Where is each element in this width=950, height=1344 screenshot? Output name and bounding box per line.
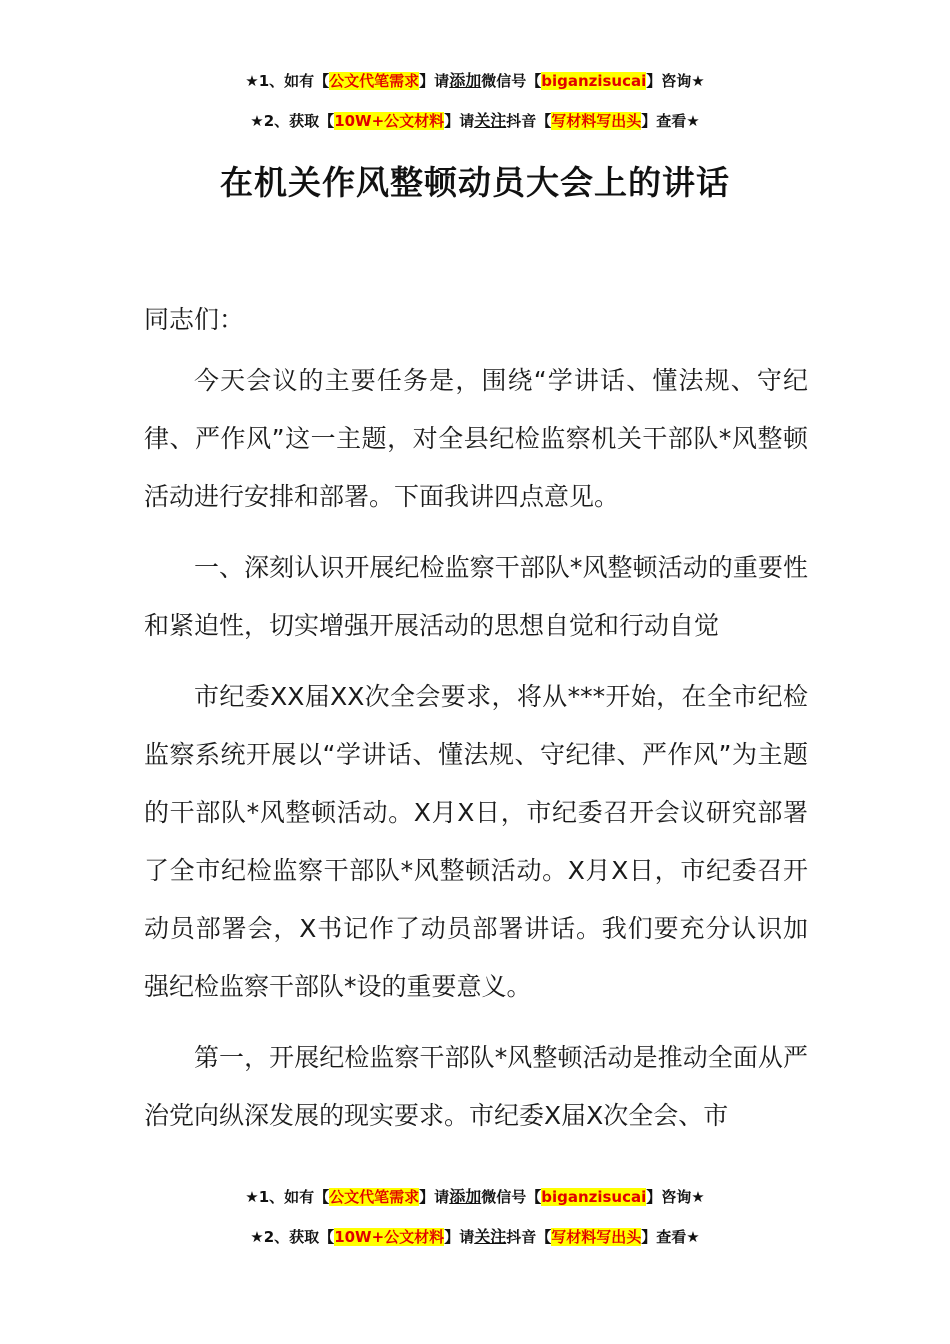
promo-text: 抖音【 xyxy=(506,112,552,130)
promo-prefix: ★1、如有【 xyxy=(245,1188,330,1206)
header-promo-line-2 xyxy=(0,110,950,132)
promo-emphasis: 关注 xyxy=(474,111,507,130)
promo-text: 】请 xyxy=(419,1188,450,1206)
promo-text: 微信号【 xyxy=(481,1188,542,1206)
promo-emphasis: 关注 xyxy=(474,1227,507,1246)
promo-highlight: 公文代笔需求 xyxy=(329,72,420,90)
promo-emphasis: 添加 xyxy=(449,1187,482,1206)
section-heading: 一、深刻认识开展纪检监察干部队*风整顿活动的重要性和紧迫性，切实增强开展活动的思想自觉和行动自觉 xyxy=(144,553,808,640)
body-paragraph: 今天会议的主要任务是，围绕“学讲话、懂法规、守纪律、严作风”这一主题，对全县纪检监察机关干部队*风整顿活动进行安排和部署。下面我讲四点意见。 xyxy=(144,366,808,511)
promo-highlight: 10W+公文材料 xyxy=(334,1228,445,1246)
promo-suffix: 】查看★ xyxy=(641,112,700,130)
promo-prefix: ★2、获取【 xyxy=(250,1228,335,1246)
promo-suffix: 】查看★ xyxy=(641,1228,700,1246)
document-body xyxy=(144,291,808,1145)
salutation: 同志们： xyxy=(144,305,245,334)
promo-text: 抖音【 xyxy=(506,1228,552,1246)
promo-highlight: 公文代笔需求 xyxy=(329,1188,420,1206)
body-paragraph: 第一，开展纪检监察干部队*风整顿活动是推动全面从严治党向纵深发展的现实要求。市纪委X届X次全会、市 xyxy=(144,1043,808,1130)
promo-suffix: 】咨询★ xyxy=(646,1188,705,1206)
promo-wechat-id: biganzisucai xyxy=(541,1188,647,1206)
promo-emphasis: 添加 xyxy=(449,71,482,90)
footer-promo-line-1 xyxy=(0,1186,950,1208)
promo-highlight: 10W+公文材料 xyxy=(334,112,445,130)
header-promo-line-1 xyxy=(0,70,950,92)
body-paragraph: 市纪委XX届XX次全会要求，将从***开始，在全市纪检监察系统开展以“学讲话、懂法规、守纪律、严作风”为主题的干部队*风整顿活动。X月X日，市纪委召开会议研究部署了全市纪检监察干部队*风整顿活动。X月X日，市纪委召开动员部署会，X书记作了动员部署讲话。我们要充分认识加强纪检监察干部队*设的重要意义。 xyxy=(144,682,808,1001)
promo-text: 微信号【 xyxy=(481,72,542,90)
promo-douyin-id: 写材料写出头 xyxy=(551,112,642,130)
promo-text: 】请 xyxy=(419,72,450,90)
promo-prefix: ★1、如有【 xyxy=(245,72,330,90)
promo-text: 】请 xyxy=(444,1228,475,1246)
footer-promo-line-2 xyxy=(0,1226,950,1248)
promo-suffix: 】咨询★ xyxy=(646,72,705,90)
promo-text: 】请 xyxy=(444,112,475,130)
promo-wechat-id: biganzisucai xyxy=(541,72,647,90)
document-title: 在机关作风整顿动员大会上的讲话 xyxy=(220,163,730,202)
promo-prefix: ★2、获取【 xyxy=(250,112,335,130)
promo-douyin-id: 写材料写出头 xyxy=(551,1228,642,1246)
